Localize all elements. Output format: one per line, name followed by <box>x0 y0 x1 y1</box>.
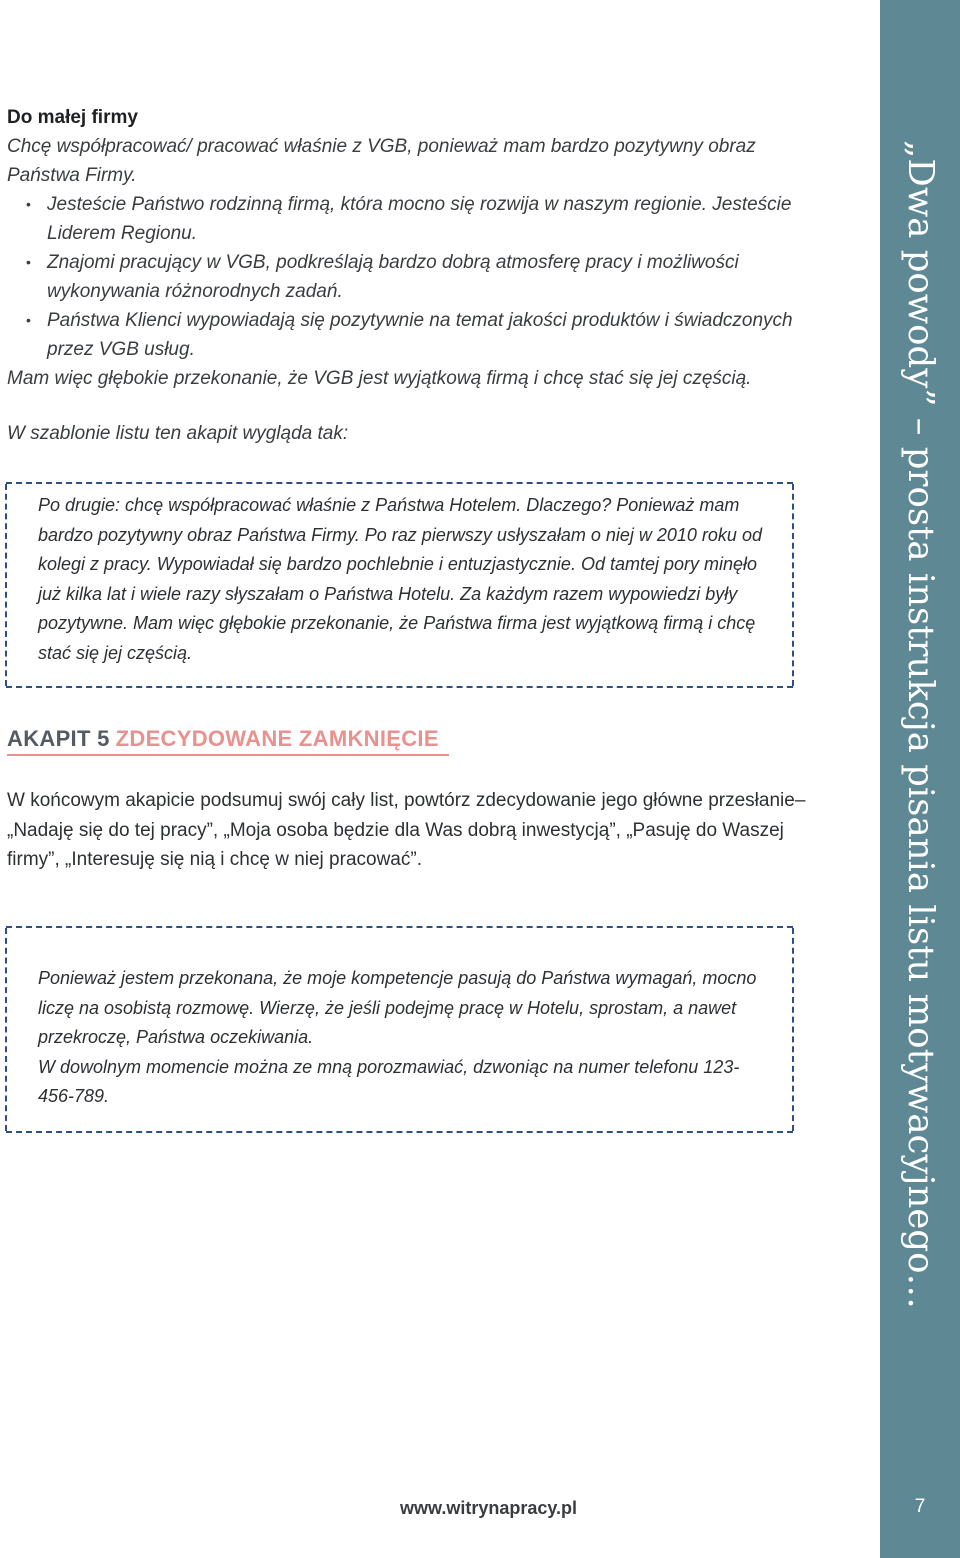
akapit-title: ZDECYDOWANE ZAMKNIĘCIE <box>115 726 439 751</box>
page-number: 7 <box>914 1496 926 1517</box>
closing-line-2: W dowolnym momencie można ze mną porozmawiać, dzwoniąc na numer telefonu 123-456-789. <box>38 1056 740 1106</box>
akapit-heading <box>7 724 449 756</box>
list-item <box>7 190 807 248</box>
bullet-icon: • <box>26 254 31 270</box>
bullet-text: Jesteście Państwo rodzinną firmą, która mocno się rozwija w naszym regionie. Jesteście Liderem Regionu. <box>47 194 792 244</box>
section-title: Do małej firmy <box>7 107 138 128</box>
footer-url[interactable]: www.witrynapracy.pl <box>400 1498 578 1518</box>
closing-box-text <box>38 964 763 1112</box>
bullet-list <box>7 190 807 364</box>
bullet-icon: • <box>26 312 31 328</box>
list-item <box>7 248 807 306</box>
akapit-body: W końcowym akapicie podsumuj swój cały list, powtórz zdecydowanie jego główne przesłanie– „Nadaję się do tej pracy”, „Moja osoba będzie dla Was dobrą inwestycją”, „Pasuję do Waszej firmy”, „Interesuję się nią i chcę w niej pracować”. <box>7 790 806 870</box>
sidebar <box>880 0 960 1558</box>
sidebar-title: „Dwa powody” – prosta instrukcja pisania listu motywacyjnego… <box>900 140 941 1309</box>
section-conclusion: Mam więc głębokie przekonanie, że VGB jest wyjątkową firmą i chcę stać się jej częścią. <box>7 368 752 389</box>
example-box <box>6 482 793 688</box>
bullet-text: Państwa Klienci wypowiadają się pozytywnie na temat jakości produktów i świadczonych przez VGB usług. <box>47 310 793 360</box>
akapit-label: AKAPIT 5 <box>7 726 110 751</box>
example-box-text <box>38 491 763 668</box>
bullet-icon: • <box>26 196 31 212</box>
bullet-text: Znajomi pracujący w VGB, podkreślają bardzo dobrą atmosferę pracy i możliwości wykonywania różnorodnych zadań. <box>47 252 739 302</box>
example-paragraph: Po drugie: chcę współpracować właśnie z Państwa Hotelem. Dlaczego? Ponieważ mam bardzo pozytywny obraz Państwa Firmy. Po raz pierwszy usłyszałam o niej w 2010 roku od kolegi z pracy. Wypowiadał się bardzo pochlebnie i entuzjastycznie. Od tamtej pory minęło już kilka lat i wiele razy słyszałam o Państwa Hotelu. Za każdym razem wypowiedzi były pozytywne. Mam więc głębokie przekonanie, że Państwa firma jest wyjątkową firmą i chcę stać się jej częścią. <box>38 495 762 663</box>
closing-box <box>6 926 793 1133</box>
list-item <box>7 306 807 364</box>
section-intro: Chcę współpracować/ pracować właśnie z VGB, ponieważ mam bardzo pozytywny obraz Państwa Firmy. <box>7 136 756 186</box>
template-intro: W szablonie listu ten akapit wygląda tak: <box>7 423 349 444</box>
closing-line-1: Ponieważ jestem przekonana, że moje kompetencje pasują do Państwa wymagań, mocno liczę na osobistą rozmowę. Wierzę, że jeśli podejmę pracę w Hotelu, sprostam, a nawet przekroczę, Państwa oczekiwania. <box>38 968 757 1047</box>
main-text-area <box>7 104 807 448</box>
